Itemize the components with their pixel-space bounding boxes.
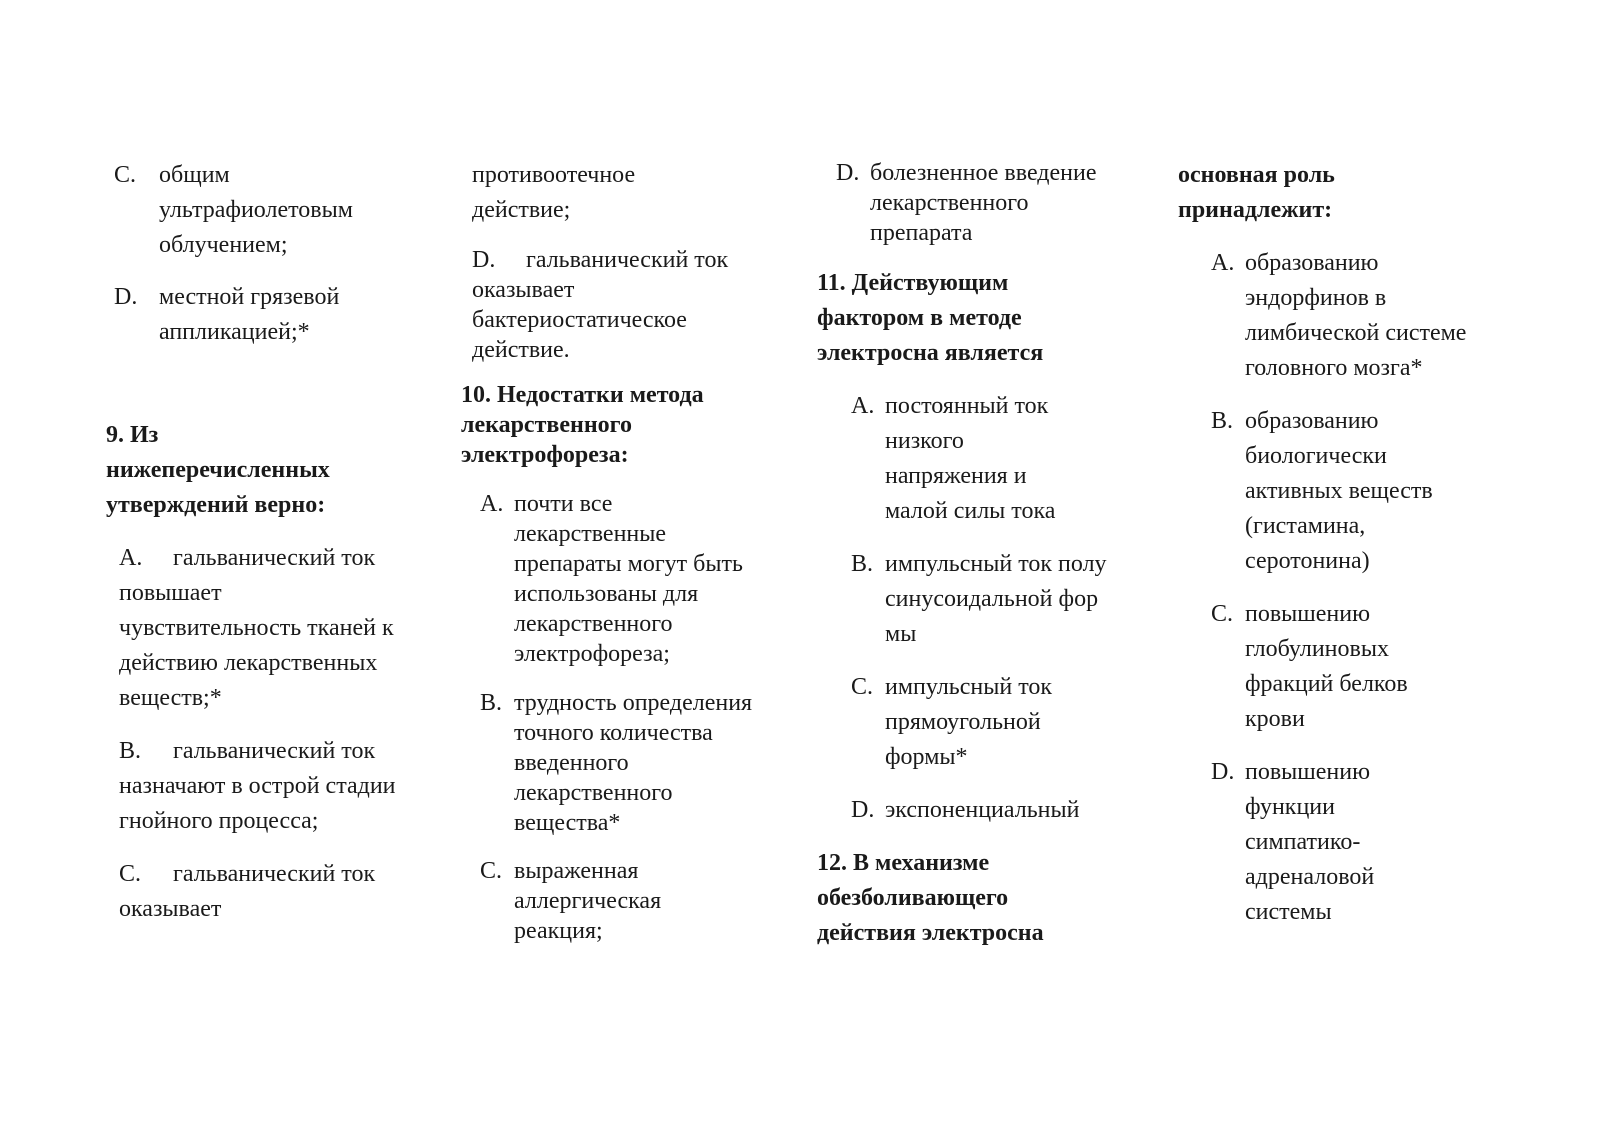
option-text: повышению функции симпатико-адреналовой системы [1245, 759, 1375, 925]
question-12-title: 12. В механизме обезболивающего действия электросна [817, 850, 1044, 946]
q11-option-d [851, 793, 1146, 828]
q11-option-a [851, 389, 1146, 529]
q12-option-a [1211, 246, 1506, 386]
question-10-title: 10. Недостатки метода лекарственного электрофореза: [461, 382, 704, 468]
question-9-title: 9. Из нижеперечисленных утверждений верно: [106, 422, 330, 518]
option-text: образованию эндорфинов в лимбической системе головного мозга* [1245, 250, 1467, 381]
option-text: импульсный ток прямоугольной формы* [885, 674, 1053, 770]
option-text: импульсный ток полусинусоидальной формы [885, 551, 1107, 647]
option-text: общим ультрафиолетовым облучением; [159, 162, 353, 258]
option-letter: C. [851, 674, 874, 700]
option-letter: C. [119, 861, 142, 887]
q11-option-b [851, 547, 1146, 652]
q9-option-c [119, 857, 404, 927]
option-letter: A. [1211, 250, 1235, 276]
option-text: выраженная аллергическая реакция; [514, 858, 662, 944]
q9-option-b [119, 734, 404, 839]
option-text: болезненное введение лекарственного препарата [870, 160, 1097, 246]
q12-option-b [1211, 404, 1506, 579]
option-letter: C. [1211, 601, 1234, 627]
q11-option-c [851, 670, 1146, 775]
question-11-title: 11. Действующим фактором в методе электросна является [817, 270, 1044, 366]
option-letter: B. [1211, 408, 1234, 434]
q9-option-a [119, 541, 404, 716]
option-text: экспоненциальный [885, 797, 1080, 823]
q12-option-d [1211, 755, 1506, 930]
option-text: почти все лекарственные препараты могут быть использованы для лекарственного электрофореза; [514, 491, 743, 667]
q12-option-c [1211, 597, 1506, 737]
q8-option-c [114, 158, 416, 263]
option-text: гальванический ток повышает чувствительность тканей к действию лекарственных веществ;* [119, 545, 394, 711]
q10-option-c [480, 856, 792, 946]
option-letter: D. [851, 797, 875, 823]
option-text: гальванический ток оказывает бактериостатическое действие. [472, 247, 729, 363]
option-text: гальванический ток назначают в острой стадии гнойного процесса; [119, 738, 396, 834]
option-letter: B. [119, 738, 142, 764]
q9-option-d [472, 245, 757, 365]
q10-option-d [836, 158, 1146, 248]
option-letter: D. [1211, 759, 1235, 785]
option-letter: B. [851, 551, 874, 577]
column-1 [106, 158, 416, 927]
option-text: местной грязевой аппликацией;* [159, 284, 340, 345]
q10-option-a [480, 489, 792, 669]
option-text: гальванический ток оказывает [119, 861, 376, 922]
option-letter: C. [114, 162, 137, 188]
option-letter: C. [480, 858, 503, 884]
question-12-title-continued: основная роль принадлежит: [1178, 162, 1335, 223]
option-letter: A. [119, 545, 143, 571]
option-letter: A. [851, 393, 875, 419]
column-2 [461, 158, 792, 946]
q9-option-c-continued: противоотечное действие; [472, 162, 636, 223]
q8-option-d [114, 280, 416, 350]
option-letter: D. [836, 160, 860, 186]
option-letter: D. [472, 247, 496, 273]
option-text: постоянный ток низкого напряжения и малой силы тока [885, 393, 1056, 524]
option-text: образованию биологически активных веществ (гистамина, серотонина) [1245, 408, 1433, 574]
option-text: повышению глобулиновых фракций белков крови [1245, 601, 1408, 732]
option-letter: B. [480, 690, 503, 716]
column-4 [1178, 158, 1506, 930]
option-text: трудность определения точного количества введенного лекарственного вещества* [514, 690, 753, 836]
option-letter: D. [114, 284, 138, 310]
q10-option-b [480, 688, 792, 838]
column-3 [817, 158, 1146, 951]
option-letter: A. [480, 491, 504, 517]
